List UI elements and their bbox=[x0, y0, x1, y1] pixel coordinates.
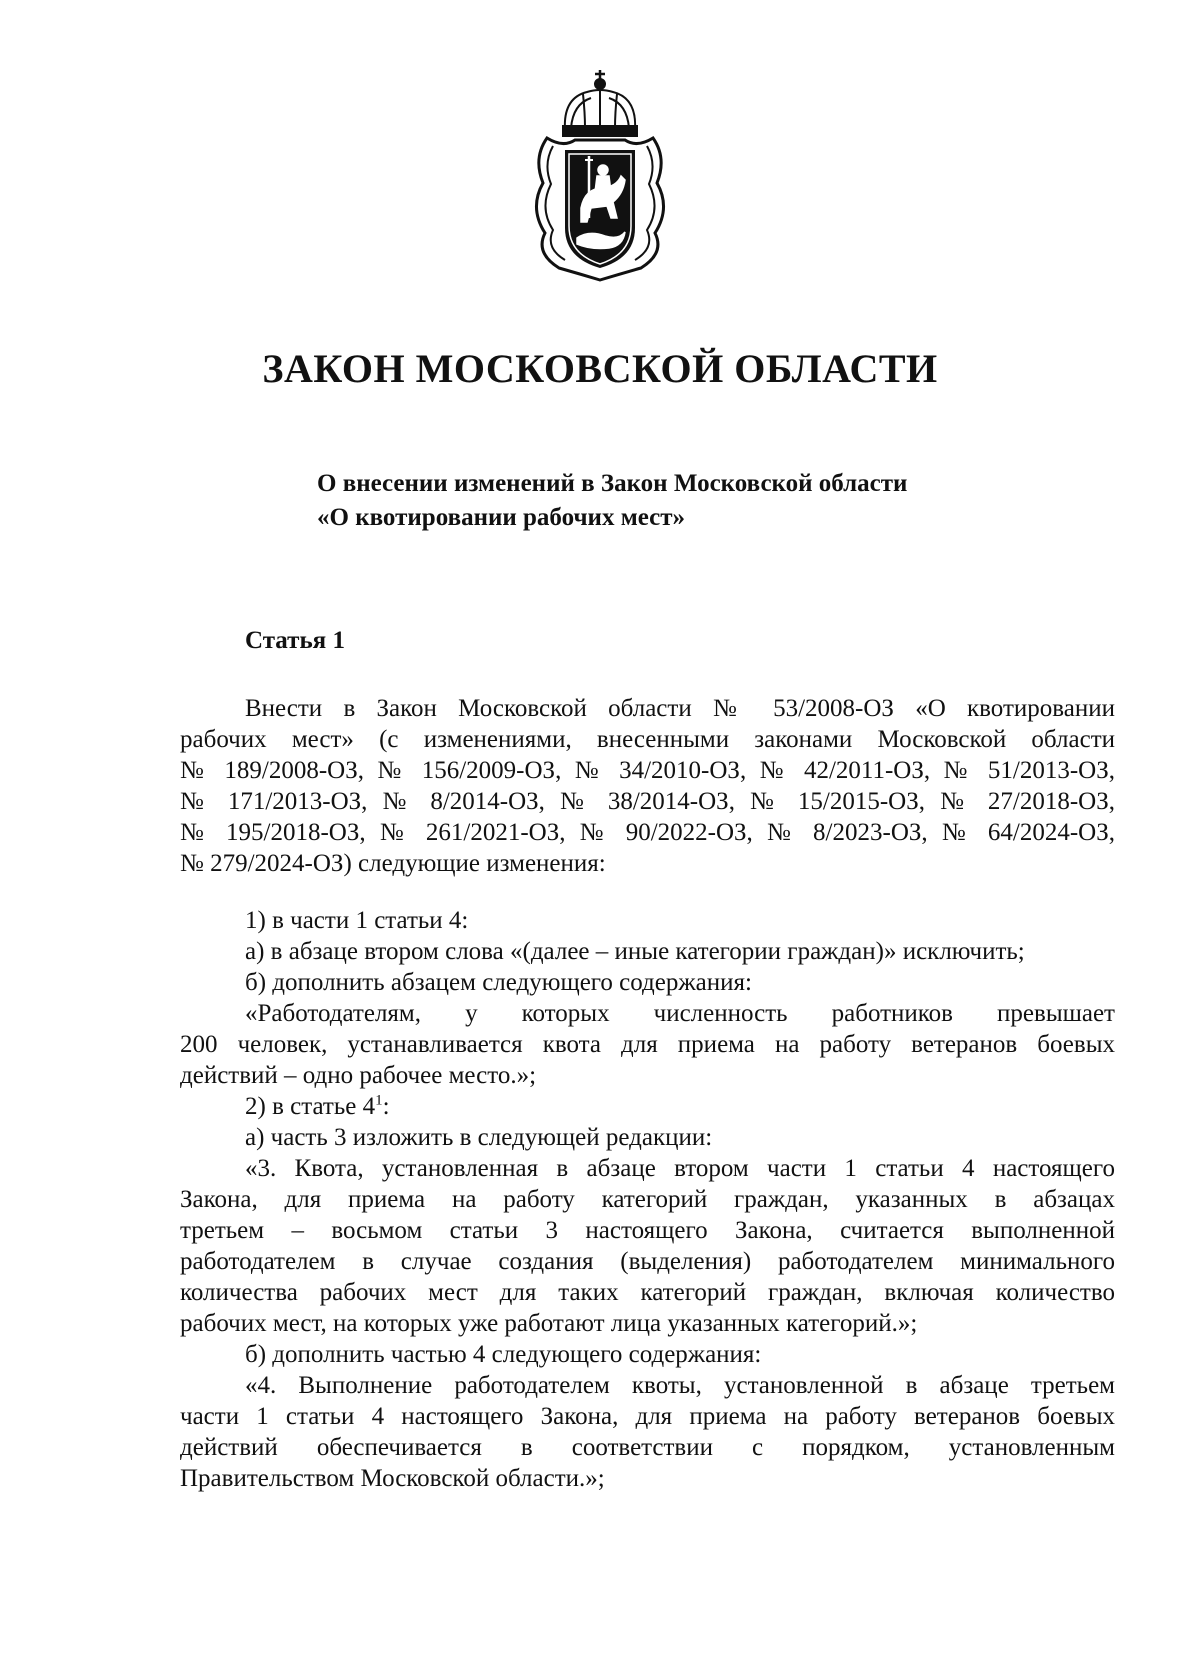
item-1: 1) в части 1 статьи 4: bbox=[245, 907, 469, 934]
quote-line: «3. Квота, установленная в абзаце втором части 1 статьи 4 настоящего bbox=[245, 1155, 1115, 1182]
intro-line: № 171/2013-ОЗ, № 8/2014-ОЗ, № 38/2014-ОЗ, № 15/2015-ОЗ, № 27/2018-ОЗ, bbox=[180, 788, 1115, 815]
law-subject-line: О внесении изменений в Закон Московской области bbox=[317, 470, 908, 497]
law-subject bbox=[317, 467, 907, 535]
intro-line: Внести в Закон Московской области № 53/2008-ОЗ «О квотировании bbox=[245, 695, 1115, 722]
paragraph-gap bbox=[180, 879, 1115, 905]
quote-line: «4. Выполнение работодателем квоты, установленной в абзаце третьем bbox=[245, 1372, 1115, 1399]
intro-line: рабочих мест» (с изменениями, внесенными законами Московской области bbox=[180, 726, 1115, 753]
quote-line: количества рабочих мест для таких категорий граждан, включая количество bbox=[180, 1279, 1115, 1306]
quote-line: действий обеспечивается в соответствии с порядком, установленным bbox=[180, 1434, 1115, 1461]
quote-line: рабочих мест, на которых уже работают лица указанных категорий.»; bbox=[180, 1310, 918, 1337]
item-2b: б) дополнить частью 4 следующего содержания: bbox=[245, 1341, 762, 1368]
quote-line: части 1 статьи 4 настоящего Закона, для приема на работу ветеранов боевых bbox=[180, 1403, 1115, 1430]
coat-of-arms-icon bbox=[525, 68, 675, 283]
article-body bbox=[180, 693, 1115, 1494]
item-2-text: 2) в статье 4 bbox=[245, 1093, 376, 1120]
quote-line: 200 человек, устанавливается квота для приема на работу ветеранов боевых bbox=[180, 1031, 1115, 1058]
quote-line: работодателем в случае создания (выделения) работодателем минимального bbox=[180, 1248, 1115, 1275]
quote-line: третьем – восьмом статьи 3 настоящего Закона, считается выполненной bbox=[180, 1217, 1115, 1244]
item-2 bbox=[180, 1091, 1115, 1122]
item-1a: а) в абзаце втором слова «(далее – иные категории граждан)» исключить; bbox=[245, 938, 1025, 965]
item-2-superscript: 1 bbox=[375, 1092, 383, 1109]
item-2-colon: : bbox=[382, 1093, 390, 1120]
law-title: ЗАКОН МОСКОВСКОЙ ОБЛАСТИ bbox=[262, 346, 938, 391]
intro-line: № 189/2008-ОЗ, № 156/2009-ОЗ, № 34/2010-ОЗ, № 42/2011-ОЗ, № 51/2013-ОЗ, bbox=[180, 757, 1115, 784]
item-2a: а) часть 3 изложить в следующей редакции: bbox=[245, 1124, 713, 1151]
quote-line: Закона, для приема на работу категорий граждан, указанных в абзацах bbox=[180, 1186, 1115, 1213]
quote-line: действий – одно рабочее место.»; bbox=[180, 1062, 537, 1089]
quote-line: Правительством Московской области.»; bbox=[180, 1465, 605, 1492]
intro-line: № 279/2024-ОЗ) следующие изменения: bbox=[180, 850, 606, 877]
item-1b: б) дополнить абзацем следующего содержания: bbox=[245, 969, 752, 996]
intro-line: № 195/2018-ОЗ, № 261/2021-ОЗ, № 90/2022-ОЗ, № 8/2023-ОЗ, № 64/2024-ОЗ, bbox=[180, 819, 1115, 846]
article-heading: Статья 1 bbox=[245, 627, 345, 654]
law-subject-line: «О квотировании рабочих мест» bbox=[317, 504, 686, 531]
quote-line: «Работодателям, у которых численность работников превышает bbox=[245, 1000, 1115, 1027]
